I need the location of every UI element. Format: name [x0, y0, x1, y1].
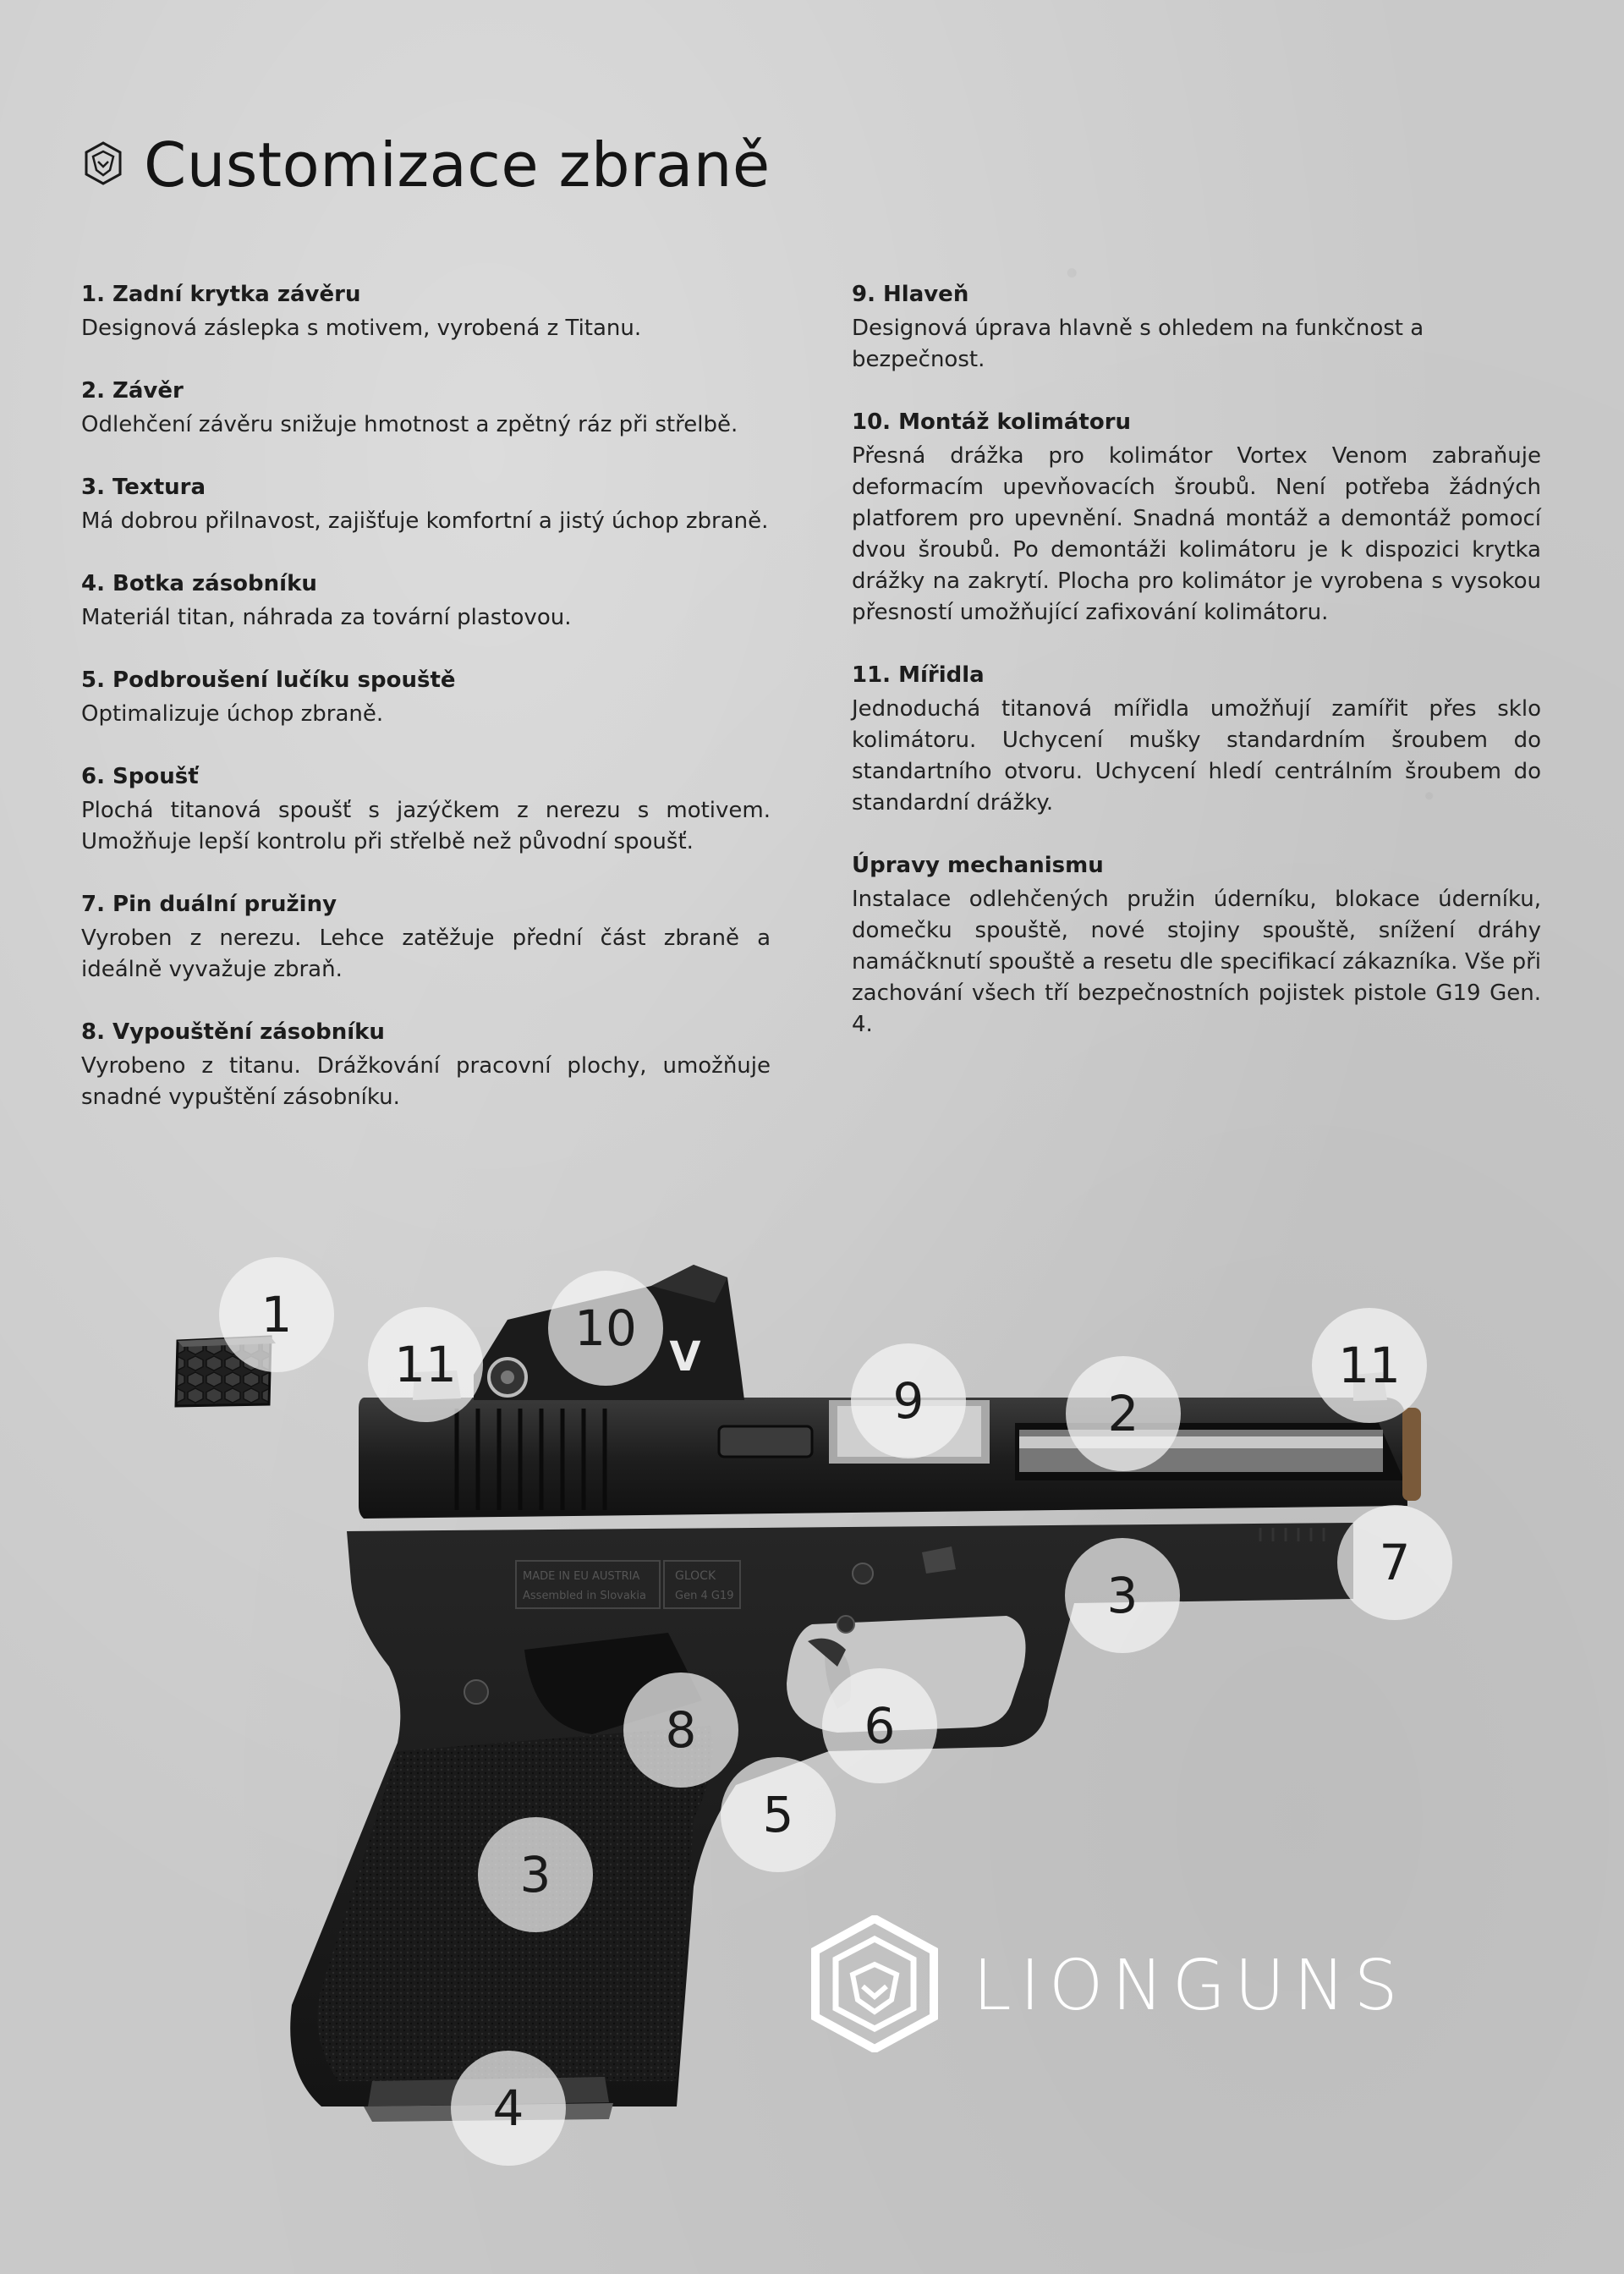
section-text: Má dobrou přilnavost, zajišťuje komfortní a jistý úchop zbraně.	[81, 508, 769, 534]
section-text: Materiál titan, náhrada za tovární plastovou.	[81, 605, 572, 630]
callout-badge-8: 8	[623, 1673, 738, 1788]
page-header	[81, 127, 771, 203]
frame-marking: MADE IN EU AUSTRIA	[523, 1570, 640, 1583]
callout-badge-5: 5	[721, 1757, 836, 1872]
section-item	[852, 279, 1541, 376]
frame-marking: Gen 4 G19	[675, 1590, 734, 1602]
section-text: Jednoduchá titanová mířidla umožňují zamířit přes sklo kolimátoru. Uchycení mušky standardním šroubem do standartního otvoru. Uchycení hledí centrálním šroubem do standardní drážky.	[852, 696, 1541, 816]
section-text: Instalace odlehčených pružin úderníku, blokace úderníku, domečku spouště, nové stojiny spouště, snížení dráhy namáčknutí spouště a resetu dle specifikací zákazníka. Vše při zachování všech tří bezpečnostních pojistek pistole G19 Gen. 4.	[852, 887, 1541, 1037]
section-title: 11. Mířidla	[852, 662, 985, 688]
section-item	[81, 472, 771, 537]
section-title: 10. Montáž kolimátoru	[852, 409, 1132, 435]
section-item	[81, 665, 771, 730]
section-text: Odlehčení závěru snižuje hmotnost a zpětný ráz při střelbě.	[81, 412, 738, 437]
callout-badge-2: 2	[1066, 1356, 1181, 1471]
section-item	[852, 850, 1541, 1041]
section-title: Úpravy mechanismu	[852, 853, 1104, 878]
section-text: Designová záslepka s motivem, vyrobená z Titanu.	[81, 316, 642, 341]
sight-logo-text: V	[669, 1333, 701, 1381]
section-title: 6. Spoušť	[81, 764, 199, 789]
section-text: Plochá titanová spoušť s jazýčkem z nerezu s motivem. Umožňuje lepší kontrolu při střelbě než původní spoušť.	[81, 798, 771, 854]
section-text: Přesná drážka pro kolimátor Vortex Venom zabraňuje deformacím upevňovacích šroubů. Není potřeba žádných platforem pro upevnění. Snadná montáž a demontáž pomocí dvou šroubů. Po demontáži kolimátoru je k dispozici krytka drážky na zakrytí. Plocha pro kolimátor je vyrobena s vysokou přesností umožňující zafixování kolimátoru.	[852, 443, 1541, 625]
frame-marking: GLOCK	[675, 1569, 716, 1583]
brand-name: LIONGUNS	[973, 1945, 1407, 2026]
section-title: 8. Vypouštění zásobníku	[81, 1019, 385, 1045]
callout-badge-3-grip: 3	[478, 1817, 593, 1932]
section-title: 9. Hlaveň	[852, 282, 969, 307]
callout-badge-3-frame: 3	[1065, 1538, 1180, 1653]
section-title: 3. Textura	[81, 475, 206, 500]
left-column	[81, 279, 771, 1145]
section-item	[852, 660, 1541, 819]
section-item	[81, 376, 771, 441]
callout-badge-10: 10	[548, 1271, 663, 1386]
callout-badge-11-front-sight: 11	[1312, 1308, 1427, 1423]
section-title: 7. Pin duální pružiny	[81, 892, 337, 917]
callout-badge-9: 9	[851, 1343, 966, 1458]
callout-badge-1: 1	[219, 1257, 334, 1372]
lionguns-logo-icon	[810, 1915, 939, 2056]
section-item	[852, 407, 1541, 629]
section-item	[81, 279, 771, 344]
section-title: 4. Botka zásobníku	[81, 571, 317, 596]
callout-badge-7: 7	[1337, 1505, 1452, 1620]
section-text: Designová úprava hlavně s ohledem na funkčnost a bezpečnost.	[852, 316, 1424, 372]
section-item	[81, 889, 771, 986]
section-text: Optimalizuje úchop zbraně.	[81, 701, 384, 727]
frame-marking: Assembled in Slovakia	[523, 1590, 646, 1602]
section-text: Vyrobeno z titanu. Drážkování pracovní plochy, umožňuje snadné vypuštění zásobníku.	[81, 1053, 771, 1110]
lionguns-mark-icon	[81, 141, 125, 189]
callout-badge-4: 4	[451, 2051, 566, 2166]
right-column	[852, 279, 1541, 1072]
callout-badge-6: 6	[822, 1668, 937, 1783]
section-item	[81, 568, 771, 634]
section-title: 2. Závěr	[81, 378, 184, 404]
callout-badge-11-rear-sight: 11	[368, 1307, 483, 1422]
section-item	[81, 1017, 771, 1113]
brand-logo	[810, 1914, 1407, 2057]
section-title: 1. Zadní krytka závěru	[81, 282, 361, 307]
page-title: Customizace zbraně	[144, 129, 771, 200]
section-title: 5. Podbroušení lučíku spouště	[81, 667, 456, 693]
section-item	[81, 761, 771, 858]
section-text: Vyroben z nerezu. Lehce zatěžuje přední část zbraně a ideálně vyvažuje zbraň.	[81, 926, 771, 982]
